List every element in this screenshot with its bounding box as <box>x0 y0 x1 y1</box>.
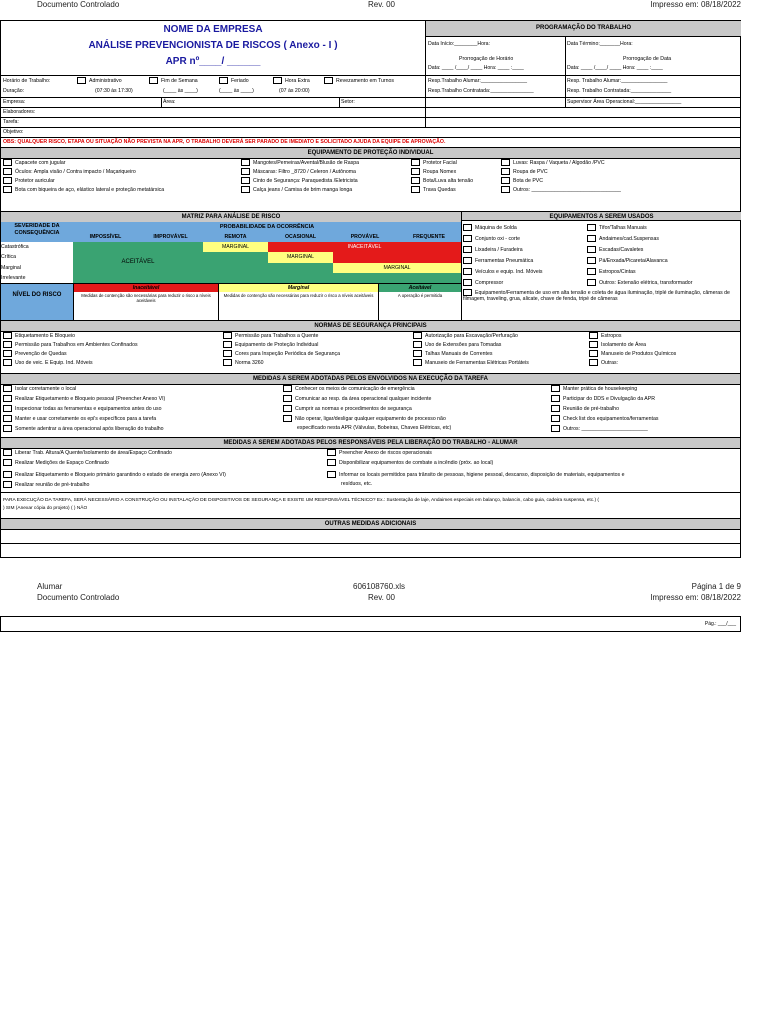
medida-item: Liberar Trab. Altura/A Quente/Isolamento de área/Espaço Confinado <box>15 449 172 456</box>
nivel-aceitavel: Aceitável A operação é permitida <box>378 283 461 321</box>
checkbox[interactable] <box>3 177 12 184</box>
checkbox[interactable] <box>3 471 12 478</box>
medida-item: Preencher Anexo de riscos operacionais <box>339 449 432 456</box>
header-left: Documento Controlado <box>37 0 120 9</box>
normas-title: NORMAS DE SEGURANÇA PRINCIPAIS <box>1 320 740 332</box>
equip-item: Outros: Extensão elétrica, transformador <box>599 279 693 286</box>
row-critica: Crítica <box>1 254 16 260</box>
epi-item: Bota/Luva alta tensão <box>423 177 474 184</box>
equip-title: EQUIPAMENTOS A SEREM USADOS <box>461 211 741 221</box>
norma-item: Outras: <box>601 359 619 366</box>
norma-item: Prevenção de Quedas <box>15 350 67 357</box>
checkbox[interactable] <box>3 405 12 412</box>
equip-item: Ferramentas Pneumática <box>475 257 534 264</box>
footer-left-1: Alumar <box>37 582 63 591</box>
medida-item: Comunicar ao resp. da área operacional qualquer incidente <box>295 395 432 402</box>
checkbox[interactable] <box>589 332 598 339</box>
checkbox[interactable] <box>587 268 596 275</box>
medida-item: Realizar Etiquetamento e Bloqueio primário garantindo o estado de energia zero (Anexo VI) <box>15 471 226 478</box>
epi-title: EQUIPAMENTO DE PROTEÇÃO INDIVIDUAL <box>1 147 740 159</box>
row-marginal: Marginal <box>1 265 21 271</box>
page-number-box <box>0 616 741 632</box>
epi-item: Calça jeans / Camisa de brim manga longa <box>253 186 353 193</box>
analysis-title: ANÁLISE PREVENCIONISTA DE RISCOS ( Anexo - I ) <box>88 40 338 51</box>
sub-fim-semana: (____ às ____) <box>163 88 198 94</box>
norma-item: Estropos <box>601 332 622 339</box>
checkbox[interactable] <box>589 341 598 348</box>
equip-item: Compressor <box>475 279 504 286</box>
checkbox[interactable] <box>501 159 510 166</box>
checkbox[interactable] <box>3 332 12 339</box>
checkbox[interactable] <box>501 186 510 193</box>
medida-item: Reunião de pré-trabalho <box>563 405 619 412</box>
checkbox[interactable] <box>77 77 86 84</box>
apr-form <box>0 20 741 558</box>
horario-label: Horário de Trabalho: <box>3 78 51 84</box>
norma-item: Permissão para Trabalhos em Ambientes Confinados <box>15 341 138 348</box>
checkbox[interactable] <box>3 168 12 175</box>
checkbox[interactable] <box>463 246 472 253</box>
checkbox[interactable] <box>501 177 510 184</box>
equip-item: Lixadeira / Furadeira <box>475 246 523 253</box>
zone-green-low <box>333 273 461 283</box>
equip-other <box>463 289 739 302</box>
prorrogacao-data: Prorrogação de Data <box>623 56 672 62</box>
sim-nao-option[interactable]: ) SIM (Anexar cópia do projeto) ( ) NÃO <box>3 506 88 511</box>
tarefa-field[interactable]: Tarefa: <box>3 119 19 125</box>
resp-alumar-2[interactable]: Resp. Trabalho Alumar:________________ <box>567 78 668 84</box>
checkbox[interactable] <box>283 395 292 402</box>
checkbox[interactable] <box>463 289 472 296</box>
zone-green-ocasional <box>268 263 333 283</box>
opt-hora-extra[interactable]: Hora Extra <box>273 77 310 84</box>
checkbox[interactable] <box>3 341 12 348</box>
prorrogacao-horario: Prorrogação de Horário <box>459 56 514 62</box>
checkbox[interactable] <box>463 268 472 275</box>
epi-item: Capacete com jugular <box>15 159 66 166</box>
nivel-risco: NÍVEL DO RISCO <box>1 283 73 321</box>
checkbox[interactable] <box>241 186 250 193</box>
checkbox[interactable] <box>551 395 560 402</box>
epi-item: Protetor auricular <box>15 177 55 184</box>
epi-item: Outros: _______________________________ <box>513 186 621 193</box>
opt-administrativo[interactable]: Administrativo <box>77 77 122 84</box>
company-name: NOME DA EMPRESA <box>163 24 263 35</box>
checkbox[interactable] <box>3 459 12 466</box>
norma-item: Uso de veic. E Equip. Ind. Móveis <box>15 359 93 366</box>
medida-item: Informar os locais permitidos para trânsito de pessoas, higiene pessoal, descanso, disposição de materiais, equipamentos e <box>339 471 625 478</box>
footer-right-1: Página 1 de 9 <box>691 582 741 591</box>
norma-item: Norma 3260 <box>235 359 264 366</box>
norma-item: Talhas Manuais de Correntes <box>425 350 493 357</box>
checkbox[interactable] <box>241 168 250 175</box>
epi-item: Bota de PVC <box>513 177 543 184</box>
checkbox[interactable] <box>3 350 12 357</box>
norma-item: Etiquetamento E Bloqueio <box>15 332 75 339</box>
checkbox[interactable] <box>327 471 336 478</box>
obs-warning: OBS: QUALQUER RISCO, ETAPA OU SITUAÇÃO NÃO PREVISTA NA APR, O TRABALHO DEVERÁ SER PARADO DE IMEDIATO E SOLICITADO AJUDA DA EQUIPE DE APROVAÇÃO. <box>3 139 446 145</box>
medida-item: Realizar Medições de Espaço Confinado <box>15 459 109 466</box>
checkbox[interactable] <box>411 186 420 193</box>
checkbox[interactable] <box>413 350 422 357</box>
checkbox[interactable] <box>223 341 232 348</box>
zone-red-provavel <box>333 252 461 263</box>
epi-item: Mangotes/Perneiras/Avental/Blusão de Raspa <box>253 159 360 166</box>
checkbox[interactable] <box>149 77 158 84</box>
checkbox[interactable] <box>3 425 12 432</box>
checkbox[interactable] <box>273 77 282 84</box>
checkbox[interactable] <box>501 168 510 175</box>
para-execucao-question: PARA EXECUÇÃO DA TAREFA, SERÁ NECESSÁRIO A CONSTRUÇÃO OU INSTALAÇÃO DE DISPOSITIVOS DE SEGURANÇA E EXISTE UM RESPONSÁVEL TÉCNICO? Ex.: Sustentação de laje, Andaimes especiais em balanço, balancin, cabo guia, cadeira suspensa, etc.) ( <box>3 498 600 503</box>
medida-item: Inspecionar todas as ferramentas e equipamentos antes do uso <box>15 405 162 412</box>
zone-green-remota <box>203 252 268 283</box>
resp-contratada-2[interactable]: Resp. Trabalho Contratada:______________ <box>567 88 672 94</box>
checkbox[interactable] <box>241 177 250 184</box>
checkbox[interactable] <box>3 186 12 193</box>
area-field[interactable]: Área: <box>163 99 176 105</box>
checkbox[interactable] <box>463 224 472 231</box>
empresa-field[interactable]: Empresa: <box>3 99 26 105</box>
checkbox[interactable] <box>223 332 232 339</box>
zone-marginal-3: MARGINAL <box>333 263 461 273</box>
medida-item: especificado nesta APR (Válvulas, Bobeiras, Chaves Elétricas, etc) <box>297 425 452 431</box>
sub-hora-extra: (07 às 20:00) <box>279 88 310 94</box>
setor-field[interactable]: Setor: <box>341 99 355 105</box>
epi-item: Cinto de Segurança: Paraquedista /Eletricista <box>253 177 358 184</box>
epi-item: Roupa de PVC <box>513 168 548 175</box>
page-header <box>0 0 768 10</box>
resp-alumar-1[interactable]: Resp.Trabalho Alumar:________________ <box>428 78 528 84</box>
severidade-header: SEVERIDADE DA CONSEQUÊNCIA <box>1 222 73 242</box>
duracao-label: Duração: <box>3 88 25 94</box>
zone-inaceitavel: INACEITÁVEL <box>268 242 461 252</box>
objetivo-field[interactable]: Objetivo: <box>3 129 24 135</box>
checkbox[interactable] <box>3 359 12 366</box>
medida-item: Cumprir as normas e procedimentos de segurança <box>295 405 412 412</box>
sub-administrativo: (07:30 às 17:30) <box>95 88 133 94</box>
zone-marginal-1: MARGINAL <box>203 242 268 252</box>
opt-revezamento[interactable]: Revezamento em Turnos <box>324 77 394 84</box>
opt-feriado[interactable]: Feriado <box>219 77 249 84</box>
nivel-marginal: Marginal Medidas de contenção são necessárias para reduzir o risco a níveis aceitáveis <box>218 283 378 321</box>
data-inicio[interactable]: Data Início:________Hora: <box>428 41 491 47</box>
epi-item: Bota com biqueira de aço, elástico lateral e proteção metatársica <box>15 186 165 193</box>
medida-item: Disponibilizar equipamentos de combate a incêndio (próx. ao local) <box>339 459 494 466</box>
medidas-envolvidos-title: MEDIDAS A SEREM ADOTADAS PELOS ENVOLVIDOS NA EXECUÇÃO DA TAREFA <box>1 373 740 385</box>
checkbox[interactable] <box>3 385 12 392</box>
checkbox[interactable] <box>589 350 598 357</box>
checkbox[interactable] <box>413 332 422 339</box>
norma-item: Autorização para Escavação/Perfuração <box>425 332 518 339</box>
checkbox[interactable] <box>3 415 12 422</box>
medida-item: Check list dos equipamentos/ferramentas <box>563 415 659 422</box>
checkbox[interactable] <box>327 449 336 456</box>
equip-item: Tifor/Talhas Manuais <box>599 224 647 231</box>
checkbox[interactable] <box>587 224 596 231</box>
prorrog-data-field[interactable]: Data: ____ /____/ ____ Hora: ____ :____ <box>567 65 663 71</box>
checkbox[interactable] <box>551 385 560 392</box>
epi-item: Luvas: Raspa / Vaqueta / Algodão /PVC <box>513 159 605 166</box>
medida-item: Realizar reunião de pré-trabalho <box>15 481 90 488</box>
norma-item: Cores para Inspeção Periódica de Segurança <box>235 350 340 357</box>
prorrog-horario-field[interactable]: Data: ____ /____/ ____ Hora: ____ :____ <box>428 65 524 71</box>
checkbox[interactable] <box>463 257 472 264</box>
checkbox[interactable] <box>587 246 596 253</box>
medida-item: Outros: _______________________ <box>563 425 648 432</box>
medidas-responsaveis-title: MEDIDAS A SEREM ADOTADAS PELOS RESPONSÁVEIS PELA LIBERAÇÃO DO TRABALHO - ALUMAR <box>1 437 740 449</box>
epi-item: Protetor Facial <box>423 159 457 166</box>
medida-item: Realizar Etiquetamento e Bloqueio pessoal (Preencher Anexo VI) <box>15 395 166 402</box>
elaboradores-field[interactable]: Elaboradores: <box>3 109 36 115</box>
checkbox[interactable] <box>587 235 596 242</box>
medida-item: Isolar corretamente o local <box>15 385 77 392</box>
footer-center-1: 606108760.xls <box>353 582 406 591</box>
norma-item: Uso de Extensões para Tomadas <box>425 341 502 348</box>
page-number: Pág.: ___/___ <box>704 621 736 627</box>
epi-item: Trava Quedas <box>423 186 456 193</box>
checkbox[interactable] <box>223 350 232 357</box>
supervisor-field[interactable]: Supervisor Área Operacional:________________ <box>567 99 682 105</box>
checkbox[interactable] <box>3 395 12 402</box>
col-ocasional: OCASIONAL <box>268 232 333 242</box>
matriz-title: MATRIZ PARA ANÁLISE DE RISCO <box>1 211 461 223</box>
checkbox[interactable] <box>241 159 250 166</box>
checkbox[interactable] <box>3 449 12 456</box>
checkbox[interactable] <box>589 359 598 366</box>
nivel-inaceitavel: Inaceitável Medidas de contenção são necessárias para reduzir o risco a níveis aceitáveis <box>73 283 218 321</box>
checkbox[interactable] <box>587 279 596 286</box>
checkbox[interactable] <box>411 177 420 184</box>
norma-item: Manuseio de Ferramentas Elétricas Portáteis <box>425 359 529 366</box>
footer-left-2: Documento Controlado <box>37 593 120 602</box>
checkbox[interactable] <box>551 425 560 432</box>
equip-item: Pá/Enxada/Picareta/Alavanca <box>599 257 668 264</box>
row-irrelevante: Irrelevante <box>1 275 26 281</box>
zone-aceitavel: ACEITÁVEL <box>73 242 203 283</box>
apr-number: APR nº____/ ______ <box>165 56 261 67</box>
checkbox[interactable] <box>223 359 232 366</box>
equip-item: Escadas/Cavaletes <box>599 246 644 253</box>
header-right: Impresso em: 08/18/2022 <box>650 0 741 9</box>
resp-contratada-1[interactable]: Resp.Trabalho Contratada:_______________ <box>428 88 534 94</box>
checkbox[interactable] <box>587 257 596 264</box>
medida-item: Manter prática de housekeeping <box>563 385 638 392</box>
footer-right-2: Impresso em: 08/18/2022 <box>650 593 741 602</box>
checkbox[interactable] <box>463 279 472 286</box>
checkbox[interactable] <box>283 405 292 412</box>
checkbox[interactable] <box>283 385 292 392</box>
opt-fim-semana[interactable]: Fim de Semana <box>149 77 198 84</box>
data-termino[interactable]: Data Término:_______Hora: <box>567 41 633 47</box>
checkbox[interactable] <box>551 415 560 422</box>
checkbox[interactable] <box>413 341 422 348</box>
probabilidade-header: PROBABILIDADE DA OCORRÊNCIA <box>73 222 461 232</box>
col-provavel: PROVÁVEL <box>333 232 397 242</box>
epi-item: Óculos: Ampla visão / Contra impacto / Maçariqueiro <box>15 168 136 175</box>
checkbox[interactable] <box>413 359 422 366</box>
checkbox[interactable] <box>3 481 12 488</box>
epi-item: Máscaras: Filtro _8720 / Celeron / Autônoma <box>253 168 356 175</box>
col-impossivel: IMPOSSÍVEL <box>73 232 138 242</box>
equip-item: Andaimes/cad.Suspensas <box>599 235 659 242</box>
risk-matrix <box>1 222 461 321</box>
checkbox[interactable] <box>219 77 228 84</box>
medida-item: Somente adentrar a área operacional após liberação do trabalho <box>15 425 164 432</box>
title-block <box>1 21 425 75</box>
equip-item: Conjunto oxi - corte <box>475 235 520 242</box>
equip-item: Equipamento/Ferramenta de uso em alta tensão e coleta de água iluminação, triplé de iluminação, câmeras de filmagem, traveling, grua, alicate, chave de fenda, tripé de câmeras <box>463 289 730 303</box>
checkbox[interactable] <box>3 159 12 166</box>
col-improvavel: IMPROVÁVEL <box>138 232 203 242</box>
col-remota: REMOTA <box>203 232 268 242</box>
outras-medidas-title: OUTRAS MEDIDAS ADICIONAIS <box>1 518 740 530</box>
checkbox[interactable] <box>411 168 420 175</box>
programacao-title: PROGRAMAÇÃO DO TRABALHO <box>426 21 741 36</box>
checkbox[interactable] <box>324 77 333 84</box>
norma-item: Permissão para Trabalhos a Quente <box>235 332 319 339</box>
medida-item: Manter e usar corretamente os epi's específicos para a tarefa <box>15 415 157 422</box>
checkbox[interactable] <box>327 459 336 466</box>
footer-center-2: Rev. 00 <box>368 593 395 602</box>
equip-item: Máquina de Solda <box>475 224 517 231</box>
col-frequente: FREQUENTE <box>397 232 461 242</box>
header-center: Rev. 00 <box>368 0 395 9</box>
medida-item: Não operar, ligar/desligar qualquer equipamento de processo não <box>295 415 446 422</box>
checkbox[interactable] <box>411 159 420 166</box>
medida-item: Participar do DDS e Divulgação da APR <box>563 395 655 402</box>
medida-item: resíduos, etc. <box>341 481 373 487</box>
checkbox[interactable] <box>551 405 560 412</box>
norma-item: Equipamento de Proteção Individual <box>235 341 319 348</box>
norma-item: Manuseio de Produtos Químicos <box>601 350 677 357</box>
equip-item: Estropos/Cintas <box>599 268 636 275</box>
equip-item: Veículos e equip. Ind. Móveis <box>475 268 543 275</box>
row-catastrofica: Catastrófica <box>1 244 29 250</box>
norma-item: Isolamento de Área <box>601 341 646 348</box>
epi-item: Roupa Nomex <box>423 168 457 175</box>
sub-feriado: (____ às ____) <box>219 88 254 94</box>
checkbox[interactable] <box>463 235 472 242</box>
checkbox[interactable] <box>283 415 292 422</box>
zone-marginal-2: MARGINAL <box>268 252 333 263</box>
medida-item: Conhecer os meios de comunicação de emergência <box>295 385 415 392</box>
